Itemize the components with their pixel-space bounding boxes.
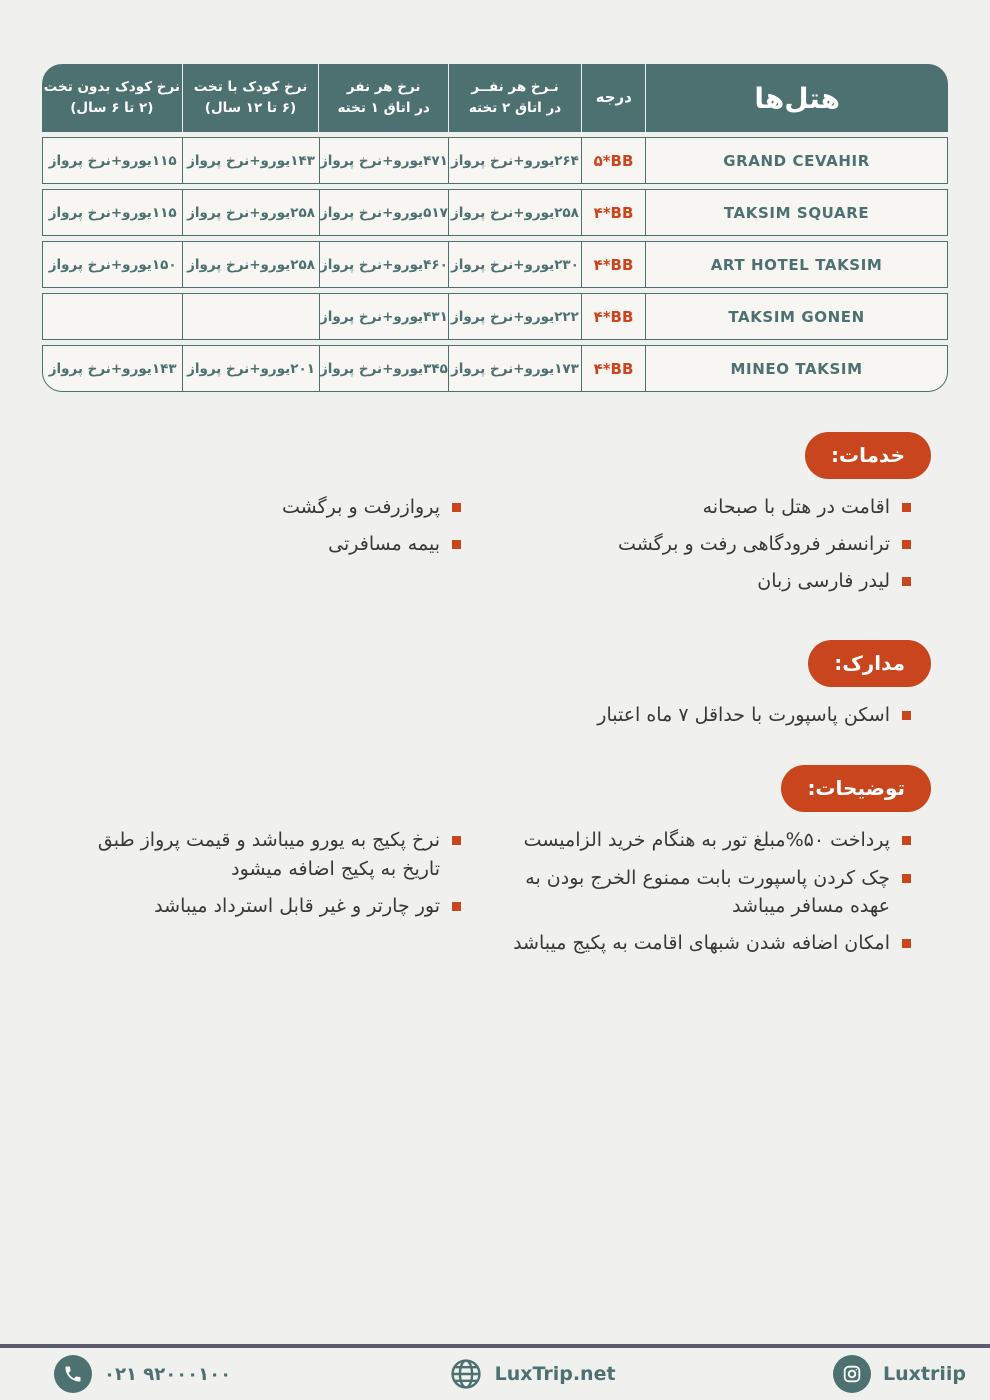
globe-icon bbox=[449, 1357, 483, 1391]
child-no-bed-rate: ۱۱۵یورو+نرخ پرواز bbox=[48, 204, 177, 221]
bullet-icon bbox=[452, 540, 461, 549]
documents-list bbox=[59, 701, 931, 729]
list-item bbox=[489, 864, 911, 920]
table-row bbox=[42, 293, 948, 340]
hotel-grade: ۴*BB bbox=[593, 359, 634, 378]
hotel-name: MINEO TAKSIM bbox=[730, 359, 863, 378]
bullet-icon bbox=[902, 836, 911, 845]
header-single-line1: نرخ هر نفر bbox=[346, 79, 421, 96]
services-list-right bbox=[489, 493, 911, 604]
bullet-icon bbox=[902, 540, 911, 549]
service-item: اقامت در هتل با صبحانه bbox=[702, 496, 890, 518]
table-row bbox=[42, 345, 948, 392]
single-room-rate: ۴۶۰یورو+نرخ پرواز bbox=[319, 256, 448, 273]
instagram-contact[interactable] bbox=[833, 1355, 966, 1393]
double-room-rate: ۲۵۸یورو+نرخ پرواز bbox=[451, 204, 579, 221]
single-room-rate: ۴۷۱یورو+نرخ پرواز bbox=[319, 152, 448, 169]
child-no-bed-rate: ۱۱۵یورو+نرخ پرواز bbox=[48, 152, 177, 169]
notes-lists bbox=[59, 826, 931, 965]
double-room-rate: ۱۷۳یورو+نرخ پرواز bbox=[451, 360, 579, 377]
phone-number[interactable]: ۰۲۱ ۹۲۰۰۰۱۰۰ bbox=[104, 1363, 232, 1385]
info-sections bbox=[0, 392, 990, 966]
list-item bbox=[489, 826, 911, 854]
note-item: نرخ پکیج به یورو میباشد و قیمت پرواز طبق تاریخ به پکیج اضافه میشود bbox=[97, 829, 440, 880]
list-item bbox=[79, 892, 461, 920]
list-item bbox=[79, 826, 461, 882]
header-hotels bbox=[645, 64, 948, 132]
instagram-icon bbox=[833, 1355, 871, 1393]
bullet-icon bbox=[902, 711, 911, 720]
header-hotels-label: هتل‌ها bbox=[754, 81, 841, 115]
notes-badge: توضیحات: bbox=[781, 765, 931, 812]
list-item bbox=[489, 530, 911, 558]
service-item: بیمه مسافرتی bbox=[328, 533, 440, 556]
document-item: اسکن پاسپورت با حداقل ۷ ماه اعتبار bbox=[597, 704, 890, 727]
note-item: پرداخت ۵۰%مبلغ تور به هنگام خرید الزامیست bbox=[523, 829, 890, 852]
table-row bbox=[42, 137, 948, 184]
hotel-name: GRAND CEVAHIR bbox=[723, 151, 870, 170]
hotel-grade: ۴*BB bbox=[593, 307, 634, 326]
website-contact[interactable] bbox=[449, 1357, 616, 1391]
hotel-price-table bbox=[42, 64, 948, 392]
service-item: ترانسفر فرودگاهی رفت و برگشت bbox=[618, 533, 890, 556]
hotel-grade: ۴*BB bbox=[593, 255, 634, 274]
list-item bbox=[79, 530, 461, 558]
header-double-line2: در اتاق ۲ تخته bbox=[468, 100, 562, 116]
bullet-icon bbox=[902, 874, 911, 883]
bullet-icon bbox=[452, 836, 461, 845]
service-item: پروازرفت و برگشت bbox=[282, 496, 440, 518]
hotel-name: TAKSIM GONEN bbox=[728, 307, 865, 326]
child-with-bed-rate: ۲۵۸یورو+نرخ پرواز bbox=[187, 204, 315, 221]
hotel-grade: ۵*BB bbox=[593, 151, 634, 170]
bullet-icon bbox=[452, 902, 461, 911]
single-room-rate: ۵۱۷یورو+نرخ پرواز bbox=[319, 204, 448, 221]
footer-bar bbox=[0, 1344, 990, 1400]
note-item: امکان اضافه شدن شبهای اقامت به پکیج میباشد bbox=[513, 931, 890, 954]
header-single-room-rate bbox=[318, 64, 448, 132]
services-badge: خدمات: bbox=[805, 432, 931, 479]
single-room-rate: ۳۴۵یورو+نرخ پرواز bbox=[319, 360, 448, 377]
hotel-name: ART HOTEL TAKSIM bbox=[710, 255, 883, 274]
table-row bbox=[42, 189, 948, 236]
documents-badge: مدارک: bbox=[808, 640, 931, 687]
notes-list-right bbox=[489, 826, 911, 965]
list-item bbox=[59, 701, 911, 729]
child-with-bed-rate: ۲۰۱یورو+نرخ پرواز bbox=[187, 360, 315, 377]
list-item bbox=[489, 929, 911, 957]
bullet-icon bbox=[902, 577, 911, 586]
double-room-rate: ۲۲۲یورو+نرخ پرواز bbox=[451, 308, 579, 325]
header-single-line2: در اتاق ۱ تخته bbox=[337, 100, 430, 116]
child-no-bed-rate: ۱۴۳یورو+نرخ پرواز bbox=[48, 360, 177, 377]
header-child-nobed-line2: (۲ تا ۶ سال) bbox=[70, 100, 154, 116]
header-child-with-bed bbox=[182, 64, 319, 132]
website-url[interactable]: LuxTrip.net bbox=[494, 1363, 616, 1385]
note-item: چک کردن پاسپورت بابت ممنوع الخرج بودن به عهده مسافر میباشد bbox=[525, 866, 890, 917]
double-room-rate: ۲۳۰یورو+نرخ پرواز bbox=[451, 256, 579, 273]
header-child-no-bed bbox=[42, 64, 182, 132]
header-grade-label: درجه bbox=[595, 88, 632, 107]
instagram-handle[interactable]: Luxtriip bbox=[883, 1363, 966, 1385]
child-no-bed-rate: ۱۵۰یورو+نرخ پرواز bbox=[48, 256, 177, 273]
hotel-grade: ۴*BB bbox=[593, 203, 634, 222]
header-double-line1: نـرخ هر نفــر bbox=[471, 79, 559, 96]
bullet-icon bbox=[902, 939, 911, 948]
phone-contact[interactable] bbox=[54, 1355, 231, 1393]
header-grade bbox=[581, 64, 645, 132]
note-item: تور چارتر و غیر قابل استرداد میباشد bbox=[154, 894, 440, 917]
table-header-row bbox=[42, 64, 948, 132]
phone-icon bbox=[54, 1355, 92, 1393]
header-child-nobed-line1: نرخ کودک بدون تخت bbox=[43, 79, 180, 96]
child-with-bed-rate: ۲۵۸یورو+نرخ پرواز bbox=[187, 256, 315, 273]
services-lists bbox=[59, 493, 931, 604]
double-room-rate: ۲۶۴یورو+نرخ پرواز bbox=[451, 152, 579, 169]
single-room-rate: ۴۳۱یورو+نرخ پرواز bbox=[319, 308, 448, 325]
hotel-name: TAKSIM SQUARE bbox=[723, 203, 870, 222]
table-row bbox=[42, 241, 948, 288]
list-item bbox=[79, 493, 461, 521]
services-list-left bbox=[79, 493, 461, 567]
child-with-bed-rate: ۱۴۳یورو+نرخ پرواز bbox=[187, 152, 315, 169]
header-child-bed-line1: نرخ کودک با تخت bbox=[193, 79, 308, 96]
bullet-icon bbox=[452, 503, 461, 512]
notes-list-left bbox=[79, 826, 461, 928]
service-item: لیدر فارسی زبان bbox=[757, 570, 890, 593]
bullet-icon bbox=[902, 503, 911, 512]
list-item bbox=[489, 493, 911, 521]
header-child-bed-line2: (۶ تا ۱۲ سال) bbox=[204, 100, 297, 116]
header-double-room-rate bbox=[448, 64, 581, 132]
list-item bbox=[489, 567, 911, 595]
